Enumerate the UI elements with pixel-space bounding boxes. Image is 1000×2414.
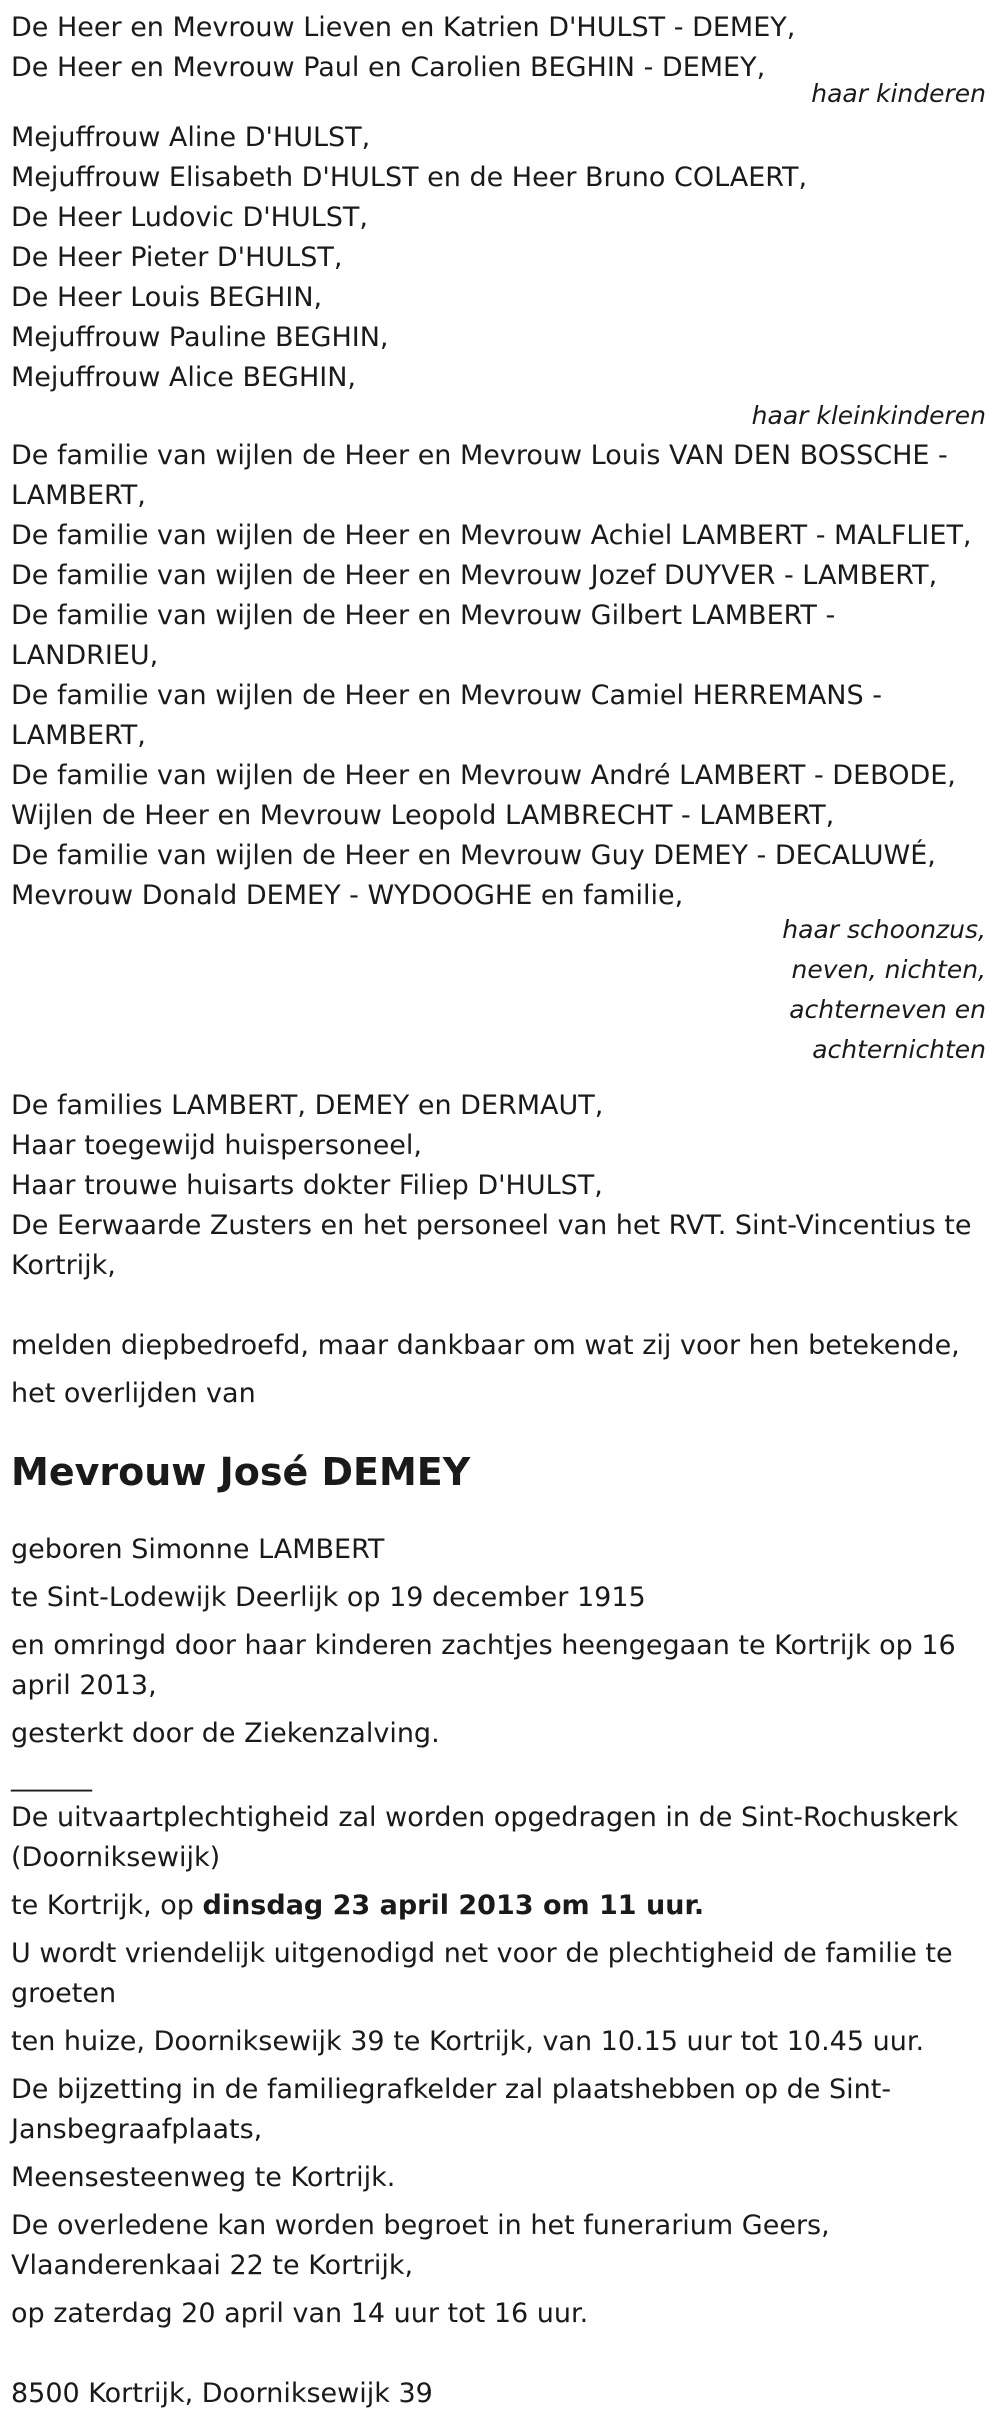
funeral-line: De bijzetting in de familiegrafkelder zal plaatshebben op de Sint-Jansbegraafplaats, [11, 2074, 892, 2145]
announcement-line: het overlijden van [11, 1378, 256, 1409]
children-line: De Heer en Mevrouw Paul en Carolien BEGHIN - DEMEY, [11, 52, 766, 83]
detail-line: geboren Simonne LAMBERT [11, 1534, 385, 1565]
relation-label-line: achterneven en [789, 995, 986, 1024]
children-section [11, 8, 1000, 114]
other-line: De families LAMBERT, DEMEY en DERMAUT, [11, 1090, 604, 1121]
in-law-line: Wijlen de Heer en Mevrouw Leopold LAMBRECHT - LAMBERT, [11, 800, 835, 831]
funeral-line: U wordt vriendelijk uitgenodigd net voor de plechtigheid de familie te groeten [11, 1938, 953, 2009]
funeral-section [11, 1798, 1000, 2334]
in-law-line: De familie van wijlen de Heer en Mevrouw Camiel HERREMANS - LAMBERT, [11, 680, 882, 751]
in-law-line: De familie van wijlen de Heer en Mevrouw Achiel LAMBERT - MALFLIET, [11, 520, 972, 551]
funeral-line: ten huize, Doorniksewijk 39 te Kortrijk, van 10.15 uur tot 10.45 uur. [11, 2026, 925, 2057]
funeral-date: dinsdag 23 april 2013 om 11 uur. [202, 1890, 705, 1921]
in-laws-section [11, 436, 1000, 1070]
address: 8500 Kortrijk, Doorniksewijk 39 [11, 2378, 433, 2409]
grandchild-line: Mejuffrouw Pauline BEGHIN, [11, 322, 389, 353]
funeral-date-line [11, 1886, 986, 1926]
other-line: De Eerwaarde Zusters en het personeel van het RVT. Sint-Vincentius te Kortrijk, [11, 1210, 972, 1281]
other-line: Haar trouwe huisarts dokter Filiep D'HULST, [11, 1170, 603, 1201]
in-law-line: Mevrouw Donald DEMEY - WYDOOGHE en familie, [11, 880, 684, 911]
grandchild-line: Mejuffrouw Elisabeth D'HULST en de Heer Bruno COLAERT, [11, 162, 808, 193]
funeral-line: De uitvaartplechtigheid zal worden opgedragen in de Sint-Rochuskerk (Doorniksewijk) [11, 1802, 959, 1873]
in-law-line: De familie van wijlen de Heer en Mevrouw Jozef DUYVER - LAMBERT, [11, 560, 938, 591]
details-section [11, 1530, 1000, 1754]
funeral-line: op zaterdag 20 april van 14 uur tot 16 uur. [11, 2298, 589, 2329]
children-relation-label: haar kinderen [811, 79, 986, 108]
in-law-line: De familie van wijlen de Heer en Mevrouw André LAMBERT - DEBODE, [11, 760, 956, 791]
grandchild-line: De Heer Ludovic D'HULST, [11, 202, 368, 233]
grandchild-line: Mejuffrouw Alice BEGHIN, [11, 362, 356, 393]
separator: ______ [11, 1761, 92, 1792]
in-law-line: De familie van wijlen de Heer en Mevrouw Louis VAN DEN BOSSCHE - LAMBERT, [11, 440, 948, 511]
announcement-line: melden diepbedroefd, maar dankbaar om wat zij voor hen betekende, [11, 1330, 960, 1361]
grandchild-line: Mejuffrouw Aline D'HULST, [11, 122, 371, 153]
grandchild-line: De Heer Pieter D'HULST, [11, 242, 343, 273]
grandchildren-section [11, 118, 1000, 436]
grandchild-line: De Heer Louis BEGHIN, [11, 282, 323, 313]
funeral-line: De overledene kan worden begroet in het funerarium Geers, Vlaanderenkaai 22 te Kortrijk, [11, 2210, 830, 2281]
detail-line: en omringd door haar kinderen zachtjes heengegaan te Kortrijk op 16 april 2013, [11, 1630, 956, 1701]
deceased-name: Mevrouw José DEMEY [11, 1450, 471, 1494]
funeral-date-prefix: te Kortrijk, op [11, 1890, 203, 1921]
other-line: Haar toegewijd huispersoneel, [11, 1130, 422, 1161]
in-law-line: De familie van wijlen de Heer en Mevrouw Gilbert LAMBERT - LANDRIEU, [11, 600, 836, 671]
in-law-line: De familie van wijlen de Heer en Mevrouw Guy DEMEY - DECALUWÉ, [11, 840, 936, 871]
relation-label-line: haar schoonzus, [782, 915, 986, 944]
detail-line: gesterkt door de Ziekenzalving. [11, 1718, 440, 1749]
announcement [11, 1326, 1000, 1414]
funeral-line: Meensesteenweg te Kortrijk. [11, 2162, 396, 2193]
relation-label-line: achternichten [812, 1035, 986, 1064]
grandchildren-relation-label: haar kleinkinderen [751, 401, 986, 430]
in-laws-relation-label [11, 910, 989, 1070]
detail-line: te Sint-Lodewijk Deerlijk op 19 december 1915 [11, 1582, 646, 1613]
relation-label-line: neven, nichten, [791, 955, 986, 984]
children-line: De Heer en Mevrouw Lieven en Katrien D'HULST - DEMEY, [11, 12, 796, 43]
others-section [11, 1086, 1000, 1286]
